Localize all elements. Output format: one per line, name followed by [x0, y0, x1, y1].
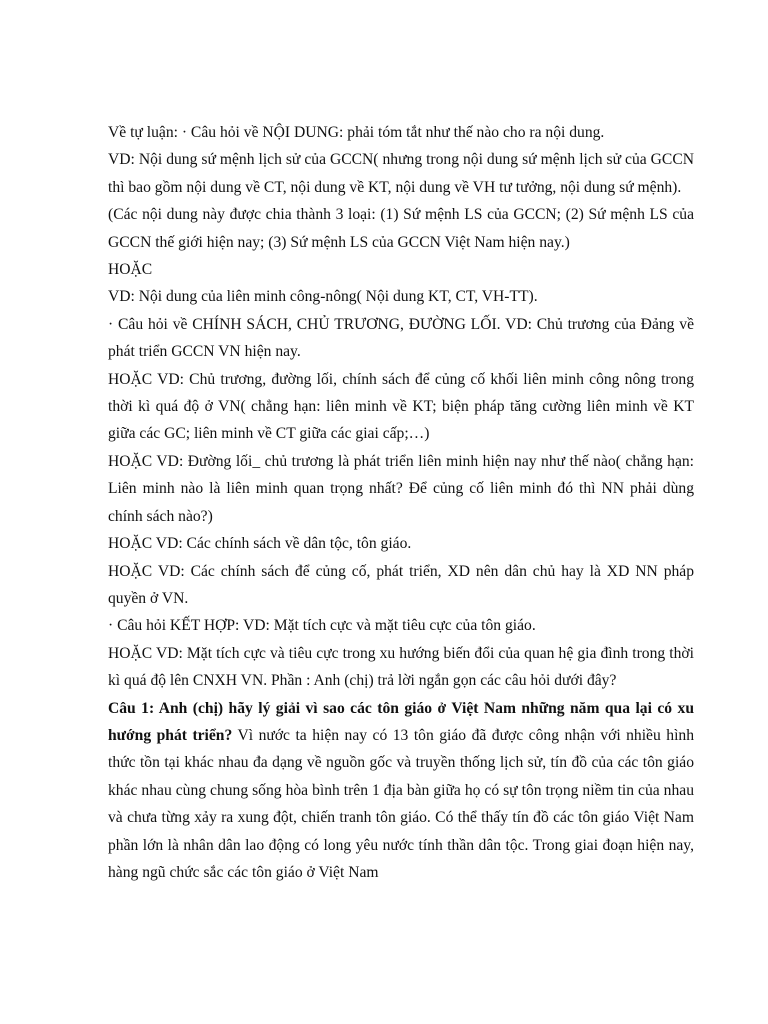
paragraph-policy-example-2: HOẶC VD: Đường lối_ chủ trương là phát triển liên minh hiện nay như thế nào( chẳng hạn: Liên minh nào là liên minh quan trọng nhất? Để củng cố liên minh đó thì NN phải dùng chính sách nào?) [108, 452, 694, 525]
paragraph-essay-intro: Về tự luận: · Câu hỏi về NỘI DUNG: phải tóm tắt như thế nào cho ra nội dung. [108, 124, 605, 141]
paragraph-or: HOẶC [108, 261, 153, 279]
paragraph-policy-example-1: HOẶC VD: Chủ trương, đường lối, chính sách để củng cố khối liên minh công nông trong thời kì quá độ ở VN( chẳng hạn: liên minh về KT; biện pháp tăng cường liên minh về KT giữa các GC; liên minh về CT giữa các giai cấp;…) [108, 370, 694, 443]
paragraph-mission-types: (Các nội dung này được chia thành 3 loại: (1) Sứ mệnh LS của GCCN; (2) Sứ mệnh LS của GCCN thế giới hiện nay; (3) Sứ mệnh LS của GCCN Việt Nam hiện nay.) [108, 206, 694, 251]
paragraph-policy-example-4: HOẶC VD: Các chính sách để củng cố, phát triển, XD nên dân chủ hay là XD NN pháp quyền ở VN. [108, 562, 694, 607]
paragraph-combined-example: HOẶC VD: Mặt tích cực và tiêu cực trong xu hướng biến đổi của quan hệ gia đình trong thời kì quá độ lên CNXH VN. Phần : Anh (chị) trả lời ngắn gọn các câu hỏi dưới đây? [108, 644, 694, 690]
question-1-answer: Vì nước ta hiện nay có 13 tôn giáo đã được công nhận với nhiều hình thức tồn tại khác nhau đa dạng về nguồn gốc và truyền thống lịch sử, tín đồ của các tôn giáo khác nhau cùng chung sống hòa bình trên 1 địa bàn giữa họ có sự tôn trọng niềm tin của nhau và chưa từng xảy ra xung đột, chiến tranh tôn giáo. Có thể thấy tín đồ các tôn giáo Việt Nam phần lớn là nhân dân lao động có long yêu nước tính thần dân tộc. Trong giai đoạn hiện nay, hàng ngũ chức sắc các tôn giáo ở Việt Nam [108, 726, 694, 881]
document-page [108, 119, 694, 886]
paragraph-combined-question: · Câu hỏi KẾT HỢP: VD: Mặt tích cực và mặt tiêu cực của tôn giáo. [108, 617, 536, 635]
paragraph-policy-example-3: HOẶC VD: Các chính sách về dân tộc, tôn giáo. [108, 535, 412, 553]
paragraph-example-alliance: VD: Nội dung của liên minh công-nông( Nội dung KT, CT, VH-TT). [108, 288, 538, 306]
paragraph-example-mission: VD: Nội dung sứ mệnh lịch sử của GCCN( nhưng trong nội dung sứ mệnh lịch sử của GCCN thì bao gồm nội dung về CT, nội dung về KT, nội dung về VH tư tưởng, nội dung sứ mệnh). [108, 151, 694, 196]
paragraph-policy-question: · Câu hỏi về CHÍNH SÁCH, CHỦ TRƯƠNG, ĐƯỜNG LỐI. VD: Chủ trương của Đảng về phát triển GCCN VN hiện nay. [108, 315, 694, 361]
question-1-paragraph [108, 695, 694, 887]
question-1-title: Câu 1: Anh (chị) hãy lý giải vì sao các tôn giáo ở Việt Nam những năm qua lại có xu hướng phát triển? [108, 699, 694, 744]
